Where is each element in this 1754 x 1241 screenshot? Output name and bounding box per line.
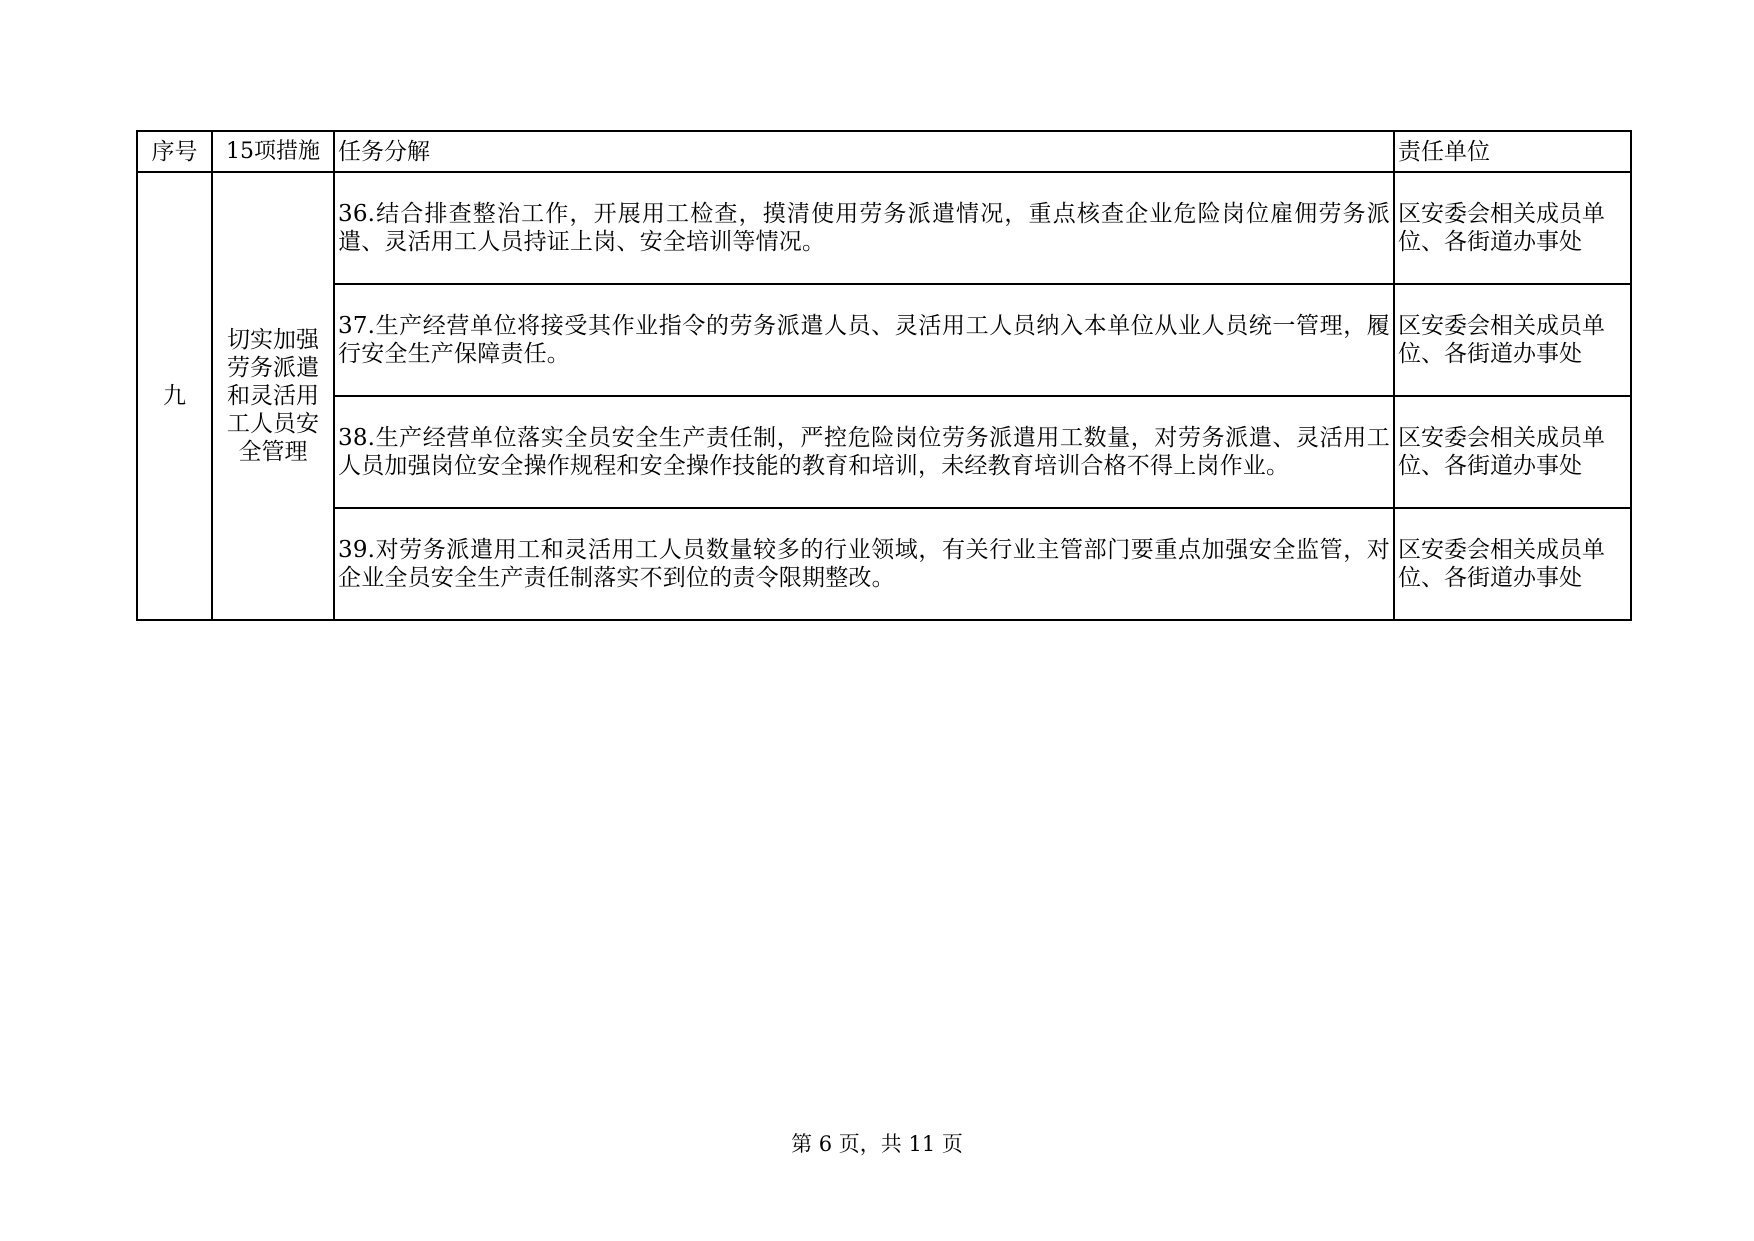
header-unit: 责任单位 xyxy=(1394,131,1631,172)
page-number-footer: 第 6 页，共 11 页 xyxy=(791,1132,963,1156)
header-measure: 15项措施 xyxy=(212,131,334,172)
task-table xyxy=(136,130,1632,621)
table-row xyxy=(137,508,1631,620)
task-cell: 39.对劳务派遣用工和灵活用工人员数量较多的行业领域，有关行业主管部门要重点加强安全监管，对企业全员安全生产责任制落实不到位的责令限期整改。 xyxy=(334,508,1394,620)
task-cell: 36.结合排查整治工作，开展用工检查，摸清使用劳务派遣情况，重点核查企业危险岗位雇佣劳务派遣、灵活用工人员持证上岗、安全培训等情况。 xyxy=(334,172,1394,284)
header-seq: 序号 xyxy=(137,131,212,172)
task-cell: 38.生产经营单位落实全员安全生产责任制，严控危险岗位劳务派遣用工数量，对劳务派遣、灵活用工人员加强岗位安全操作规程和安全操作技能的教育和培训，未经教育培训合格不得上岗作业。 xyxy=(334,396,1394,508)
table-row xyxy=(137,284,1631,396)
table-header-row xyxy=(137,131,1631,172)
table-row xyxy=(137,396,1631,508)
unit-cell: 区安委会相关成员单位、各街道办事处 xyxy=(1394,172,1631,284)
unit-cell: 区安委会相关成员单位、各街道办事处 xyxy=(1394,508,1631,620)
measure-cell: 切实加强劳务派遣和灵活用工人员安全管理 xyxy=(212,172,334,620)
header-task: 任务分解 xyxy=(334,131,1394,172)
unit-cell: 区安委会相关成员单位、各街道办事处 xyxy=(1394,284,1631,396)
table-row xyxy=(137,172,1631,284)
seq-cell: 九 xyxy=(137,172,212,620)
unit-cell: 区安委会相关成员单位、各街道办事处 xyxy=(1394,396,1631,508)
task-cell: 37.生产经营单位将接受其作业指令的劳务派遣人员、灵活用工人员纳入本单位从业人员统一管理，履行安全生产保障责任。 xyxy=(334,284,1394,396)
